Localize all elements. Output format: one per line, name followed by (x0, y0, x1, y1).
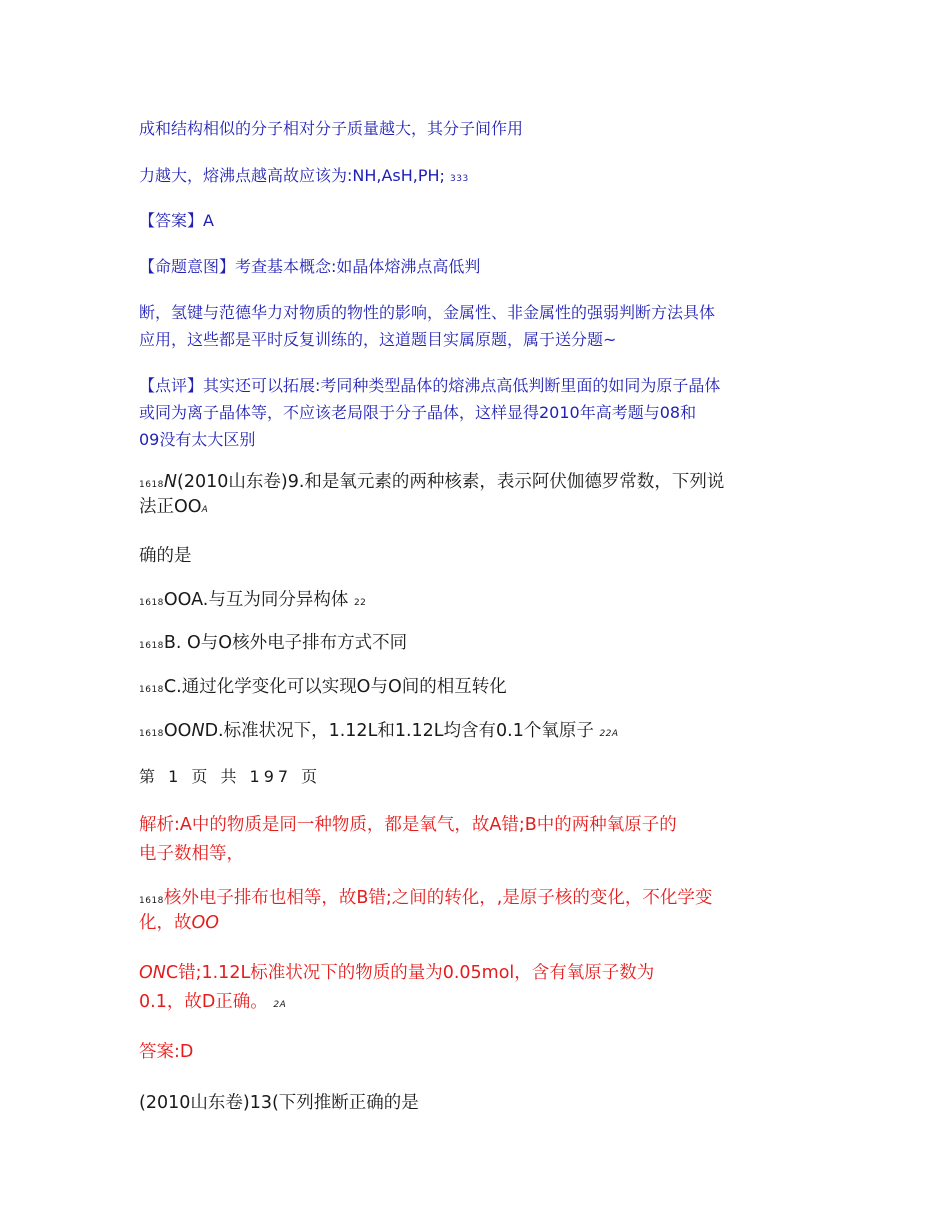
option-b (139, 631, 407, 658)
question-9-stem (139, 495, 208, 522)
option-d (139, 719, 619, 746)
analysis-line: 解析:A中的物质是同一种物质，都是氧气，故A错;B中的两种氧原子的 (139, 815, 677, 835)
analysis-line (139, 991, 286, 1016)
text: B. O与O核外电子排布方式不同 (163, 633, 408, 653)
intent-line: 断，氢键与范德华力对物质的物性的影响，金属性、非金属性的强弱判断方法具体 (139, 303, 716, 322)
explanation-line (139, 118, 523, 140)
analysis-line (139, 887, 712, 912)
symbol-text: OO (191, 913, 220, 933)
superscript-text: 1618 (139, 598, 164, 608)
question-9-stem (139, 470, 724, 497)
text: 核外电子排布也相等，故B错;之间的转化，,是原子核的变化，不化学变 (163, 888, 713, 908)
question-9-stem: 确的是 (139, 546, 192, 566)
analysis-line (139, 962, 654, 984)
subscript-text: 22 (353, 598, 367, 608)
subscript-text: A (201, 505, 209, 515)
option-c (139, 675, 507, 702)
intent-line: 应用，这些都是平时反复训练的，这道题目实属原题，属于送分题~ (139, 330, 617, 349)
subscript-text: 333 (450, 174, 469, 184)
text: OOA.与互为同分异构体 (163, 590, 349, 610)
superscript-text: 1618 (139, 685, 164, 695)
text: 化，故 (139, 913, 192, 933)
symbol-text: N (191, 721, 205, 741)
superscript-text: 1618 (139, 480, 164, 490)
symbol-text: ON (139, 963, 166, 983)
intent-line: 【命题意图】考查基本概念:如晶体熔沸点高低判 (139, 257, 481, 276)
text: C.通过化学变化可以实现O与O间的相互转化 (163, 677, 507, 697)
analysis-line: 电子数相等， (139, 844, 244, 864)
explanation-line (139, 165, 469, 190)
text: 成和结构相似的分子相对分子质量越大，其分子间作用 (139, 119, 524, 138)
answer-2: 答案:D (139, 1042, 194, 1062)
text: C错;1.12L标准状况下的物质的量为0.05mol，含有氧原子数为 (165, 963, 655, 983)
text: 0.1，故D正确。 (139, 992, 268, 1012)
subscript-text: 22A (599, 729, 619, 739)
analysis-line (139, 912, 219, 934)
comment-line: 09没有太大区别 (139, 430, 256, 449)
symbol-text: N (163, 472, 177, 492)
question-13-stem: (2010山东卷)13(下列推断正确的是 (139, 1093, 419, 1113)
text: D.标准状况下，1.12L和1.12L均含有0.1个氧原子 (204, 721, 594, 741)
superscript-text: 1618 (139, 641, 164, 651)
text: (2010山东卷)9.和是氧元素的两种核素，表示阿伏伽德罗常数，下列说 (177, 472, 725, 492)
text: 法正OO (139, 497, 202, 517)
option-a (139, 588, 366, 615)
answer-label: 【答案】A (139, 211, 214, 230)
text: 力越大，熔沸点越高故应该为:NH,AsH,PH; (139, 166, 445, 185)
comment-line: 【点评】其实还可以拓展:考同种类型晶体的熔沸点高低判断里面的如同为原子晶体 (139, 376, 721, 395)
superscript-text: 1618 (139, 896, 164, 906)
comment-line: 或同为离子晶体等，不应该老局限于分子晶体，这样显得2010年高考题与08和 (139, 403, 697, 422)
superscript-text: 1618 (139, 729, 164, 739)
text: OO (163, 721, 192, 741)
subscript-text: 2A (273, 1000, 287, 1010)
page-footer: 第 1 页 共 197 页 (139, 767, 322, 786)
